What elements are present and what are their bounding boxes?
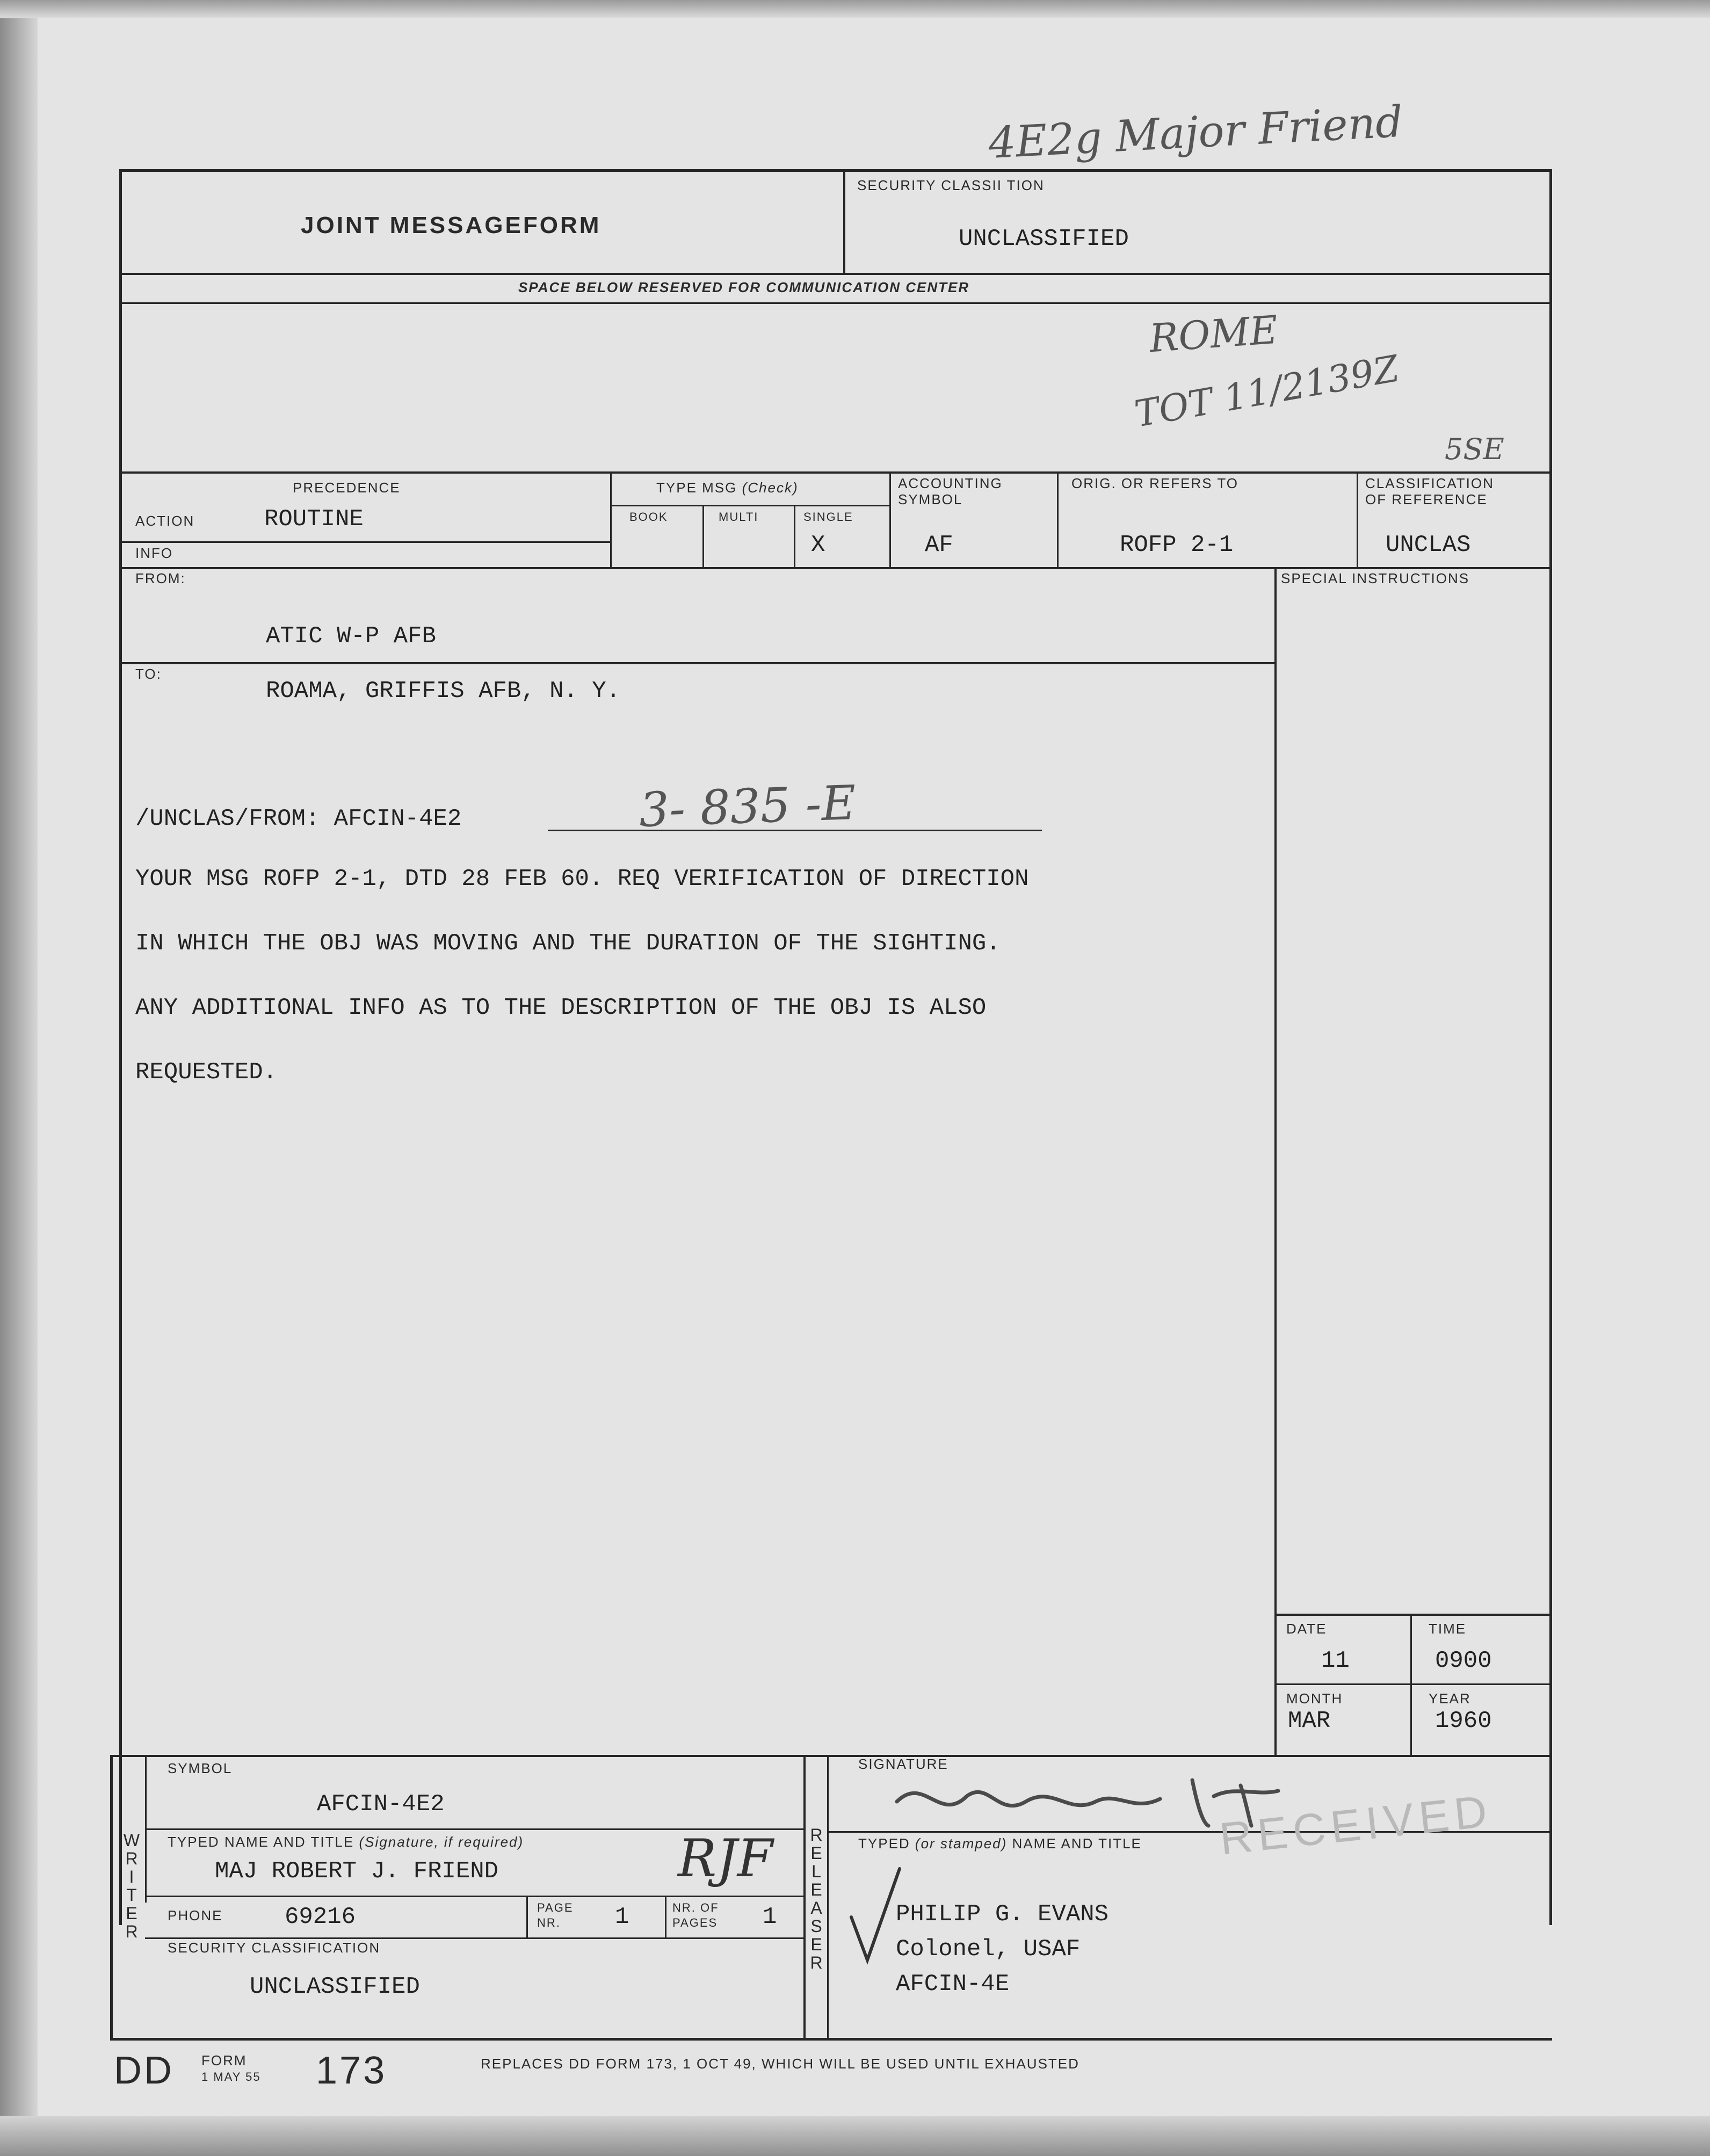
releaser-typed-label-post: NAME AND TITLE [1012, 1835, 1142, 1852]
multi-label: MULTI [719, 510, 759, 524]
special-instructions-label: SPECIAL INSTRUCTIONS [1281, 570, 1470, 586]
footer-dd: DD [114, 2049, 174, 2092]
photo-edge-top [0, 0, 1710, 18]
precedence-label: PRECEDENCE [293, 480, 401, 496]
classification-ref-value: UNCLAS [1386, 532, 1471, 558]
footer-form-label: FORM [201, 2052, 247, 2068]
page-nr-label-2: NR. [537, 1916, 561, 1929]
date-value: 11 [1321, 1647, 1350, 1674]
releaser-typed-label-pre: TYPED [858, 1835, 910, 1852]
month-label: MONTH [1286, 1690, 1343, 1707]
handwritten-file-note: 4E2g Major Friend [987, 96, 1404, 169]
message-line-3: ANY ADDITIONAL INFO AS TO THE DESCRIPTION OF THE OBJ IS ALSO [135, 994, 987, 1021]
photo-edge-bottom [0, 2116, 1710, 2156]
year-value: 1960 [1435, 1708, 1492, 1734]
releaser-typed-label [858, 1835, 1142, 1852]
nr-pages-label-1: NR. OF [672, 1901, 719, 1914]
security-classification-value: UNCLASSIFIED [959, 226, 1129, 252]
message-line-2: IN WHICH THE OBJ WAS MOVING AND THE DURATION OF THE SIGHTING. [135, 930, 1001, 957]
writer-symbol-label: SYMBOL [168, 1760, 233, 1776]
accounting-symbol-label-2: SYMBOL [898, 491, 963, 507]
writer-typed-name-label-text: TYPED NAME AND TITLE [168, 1834, 354, 1850]
writer-phone-label: PHONE [168, 1907, 223, 1923]
writer-signature-note: (Signature, if required) [359, 1834, 524, 1850]
nr-pages-label-2: PAGES [672, 1916, 718, 1929]
writer-typed-name-label [168, 1834, 524, 1850]
classification-ref-label-1: CLASSIFICATION [1365, 475, 1494, 491]
footer-form-date: 1 MAY 55 [201, 2070, 261, 2084]
type-msg-text: TYPE MSG [656, 480, 737, 496]
comm-center-annotation-2: TOT 11/2139Z [1131, 347, 1402, 436]
message-header: /UNCLAS/FROM: AFCIN-4E2 [135, 805, 462, 832]
comm-center-label: SPACE BELOW RESERVED FOR COMMUNICATION CENTER [518, 279, 970, 295]
action-label: ACTION [135, 513, 195, 529]
time-value: 0900 [1435, 1647, 1492, 1674]
month-value: MAR [1288, 1708, 1331, 1734]
form-title: JOINT MESSAGEFORM [301, 212, 602, 238]
to-value: ROAMA, GRIFFIS AFB, N. Y. [266, 678, 621, 705]
received-stamp: RECEIVED [1217, 1785, 1495, 1864]
footer-replaces-note: REPLACES DD FORM 173, 1 OCT 49, WHICH WILL BE USED UNTIL EXHAUSTED [481, 2056, 1079, 2072]
comm-center-annotation-1: ROME [1148, 307, 1280, 361]
action-value: ROUTINE [264, 506, 364, 533]
year-label: YEAR [1429, 1690, 1471, 1707]
accounting-symbol-value: AF [925, 532, 953, 558]
writer-initials: RJF [678, 1828, 773, 1889]
orig-refers-label: ORIG. OR REFERS TO [1071, 475, 1238, 491]
accounting-symbol-label-1: ACCOUNTING [898, 475, 1003, 491]
type-msg-label [656, 480, 799, 496]
writer-typed-name-value: MAJ ROBERT J. FRIEND [215, 1858, 499, 1885]
message-line-4: REQUESTED. [135, 1059, 278, 1086]
writer-symbol-value: AFCIN-4E2 [317, 1791, 445, 1818]
writer-security-value: UNCLASSIFIED [250, 1973, 420, 2000]
releaser-signature-label: SIGNATURE [858, 1756, 948, 1772]
writer-phone-value: 69216 [285, 1904, 356, 1930]
page-nr-label-1: PAGE [537, 1901, 574, 1914]
comm-center-annotation-3: 5SE [1445, 432, 1504, 466]
message-line-1: YOUR MSG ROFP 2-1, DTD 28 FEB 60. REQ VERIFICATION OF DIRECTION [135, 866, 1029, 892]
orig-refers-value: ROFP 2-1 [1120, 532, 1234, 558]
time-label: TIME [1429, 1621, 1467, 1637]
writer-security-label: SECURITY CLASSIFICATION [168, 1940, 381, 1956]
writer-side-label: W R I T E R [123, 1831, 140, 1941]
from-label: FROM: [135, 570, 186, 586]
releaser-side-label: R E L E A S E R [810, 1825, 823, 1972]
classification-ref-label-2: OF REFERENCE [1365, 491, 1488, 507]
releaser-rank: Colonel, USAF [896, 1936, 1081, 1963]
nr-pages-value: 1 [763, 1904, 777, 1930]
date-label: DATE [1286, 1621, 1327, 1637]
releaser-name: PHILIP G. EVANS [896, 1901, 1109, 1928]
from-value: ATIC W-P AFB [266, 623, 436, 650]
info-label: INFO [135, 545, 173, 561]
photo-edge-left [0, 0, 38, 2156]
to-label: TO: [135, 666, 162, 682]
footer-form-number: 173 [316, 2049, 387, 2092]
book-label: BOOK [629, 510, 668, 524]
single-check-mark: X [811, 532, 825, 558]
single-label: SINGLE [803, 510, 853, 524]
type-msg-check-note: (Check) [742, 480, 799, 496]
page-nr-value: 1 [615, 1904, 629, 1930]
releaser-typed-label-note: (or stamped) [915, 1835, 1008, 1852]
security-classification-label: SECURITY CLASSII TION [857, 177, 1045, 193]
handwritten-control-number: 3- 835 -E [638, 774, 857, 838]
releaser-office: AFCIN-4E [896, 1971, 1010, 1998]
